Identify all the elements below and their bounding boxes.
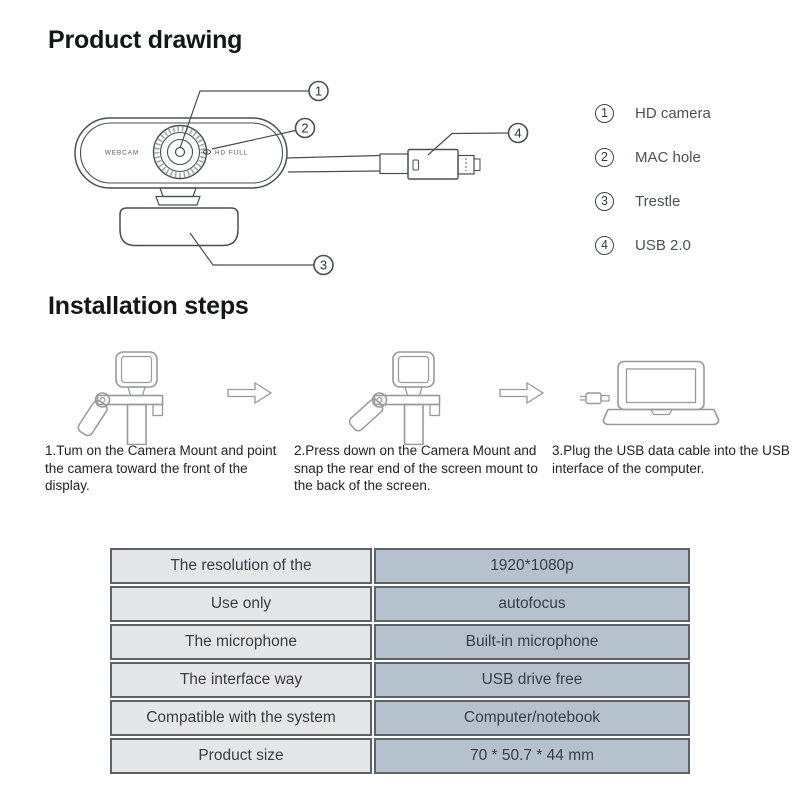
- spec-label-size: Product size: [110, 738, 372, 774]
- spec-table: [108, 546, 692, 776]
- legend-num-3: 3: [595, 192, 614, 211]
- hd-full-label: HD FULL: [215, 149, 249, 157]
- legend-num-2: 2: [595, 148, 614, 167]
- trestle-base: [120, 188, 238, 246]
- legend-label-2: MAC hole: [635, 148, 701, 166]
- svg-text:2: 2: [301, 120, 309, 136]
- step3-caption: 3.Plug the USB data cable into the USB interface of the computer.: [552, 443, 790, 476]
- svg-text:4: 4: [514, 125, 522, 141]
- legend-item-usb: [595, 235, 785, 255]
- spec-label-microphone: The microphone: [110, 624, 372, 660]
- svg-text:1: 1: [314, 83, 323, 99]
- installation-steps-title: Installation steps: [48, 292, 249, 320]
- spec-value-focus: autofocus: [374, 586, 690, 622]
- camera-lens: [154, 126, 207, 179]
- legend-item-trestle: [595, 191, 785, 211]
- spec-value-compatibility: Computer/notebook: [374, 700, 690, 736]
- spec-value-resolution: 1920*1080p: [374, 548, 690, 584]
- spec-label-focus: Use only: [110, 586, 372, 622]
- usb-plug-icon: [580, 393, 609, 404]
- webcam-diagram: [0, 75, 560, 290]
- legend-label-1: HD camera: [635, 104, 711, 122]
- legend-num-1: 1: [595, 104, 614, 123]
- legend-item-mac-hole: [595, 147, 785, 167]
- spec-label-resolution: The resolution of the: [110, 548, 372, 584]
- table-row: [110, 624, 690, 660]
- callout-3: [190, 233, 333, 275]
- step1-camera-mount-illustration: [76, 352, 162, 445]
- table-row: [110, 548, 690, 584]
- step2-caption: 2.Press down on the Camera Mount and snap the rear end of the screen mount to the back of the screen.: [294, 443, 538, 494]
- legend-num-4: 4: [595, 236, 614, 255]
- spec-value-microphone: Built-in microphone: [374, 624, 690, 660]
- product-drawing-title: Product drawing: [48, 26, 243, 54]
- step1-caption: 1.Tum on the Camera Mount and point the camera toward the front of the display.: [45, 443, 277, 494]
- svg-text:3: 3: [319, 257, 328, 273]
- legend-item-hd-camera: [595, 103, 785, 123]
- step2-camera-mount-illustration: [348, 352, 440, 445]
- table-row: [110, 738, 690, 774]
- spec-value-size: 70 * 50.7 * 44 mm: [374, 738, 690, 774]
- webcam-face-label: WEBCAM: [104, 149, 140, 157]
- right-arrow-icon: [228, 383, 271, 403]
- right-arrow-icon: [500, 383, 543, 403]
- spec-value-interface: USB drive free: [374, 662, 690, 698]
- parts-legend: [595, 103, 785, 279]
- legend-label-3: Trestle: [635, 192, 681, 210]
- installation-illustrations: [40, 343, 760, 445]
- usb-cable: [286, 156, 380, 173]
- spec-label-interface: The interface way: [110, 662, 372, 698]
- table-row: [110, 662, 690, 698]
- step3-laptop-illustration: [580, 362, 719, 425]
- spec-label-compatibility: Compatible with the system: [110, 700, 372, 736]
- legend-label-4: USB 2.0: [635, 236, 691, 254]
- table-row: [110, 586, 690, 622]
- table-row: [110, 700, 690, 736]
- callout-4: [428, 124, 528, 156]
